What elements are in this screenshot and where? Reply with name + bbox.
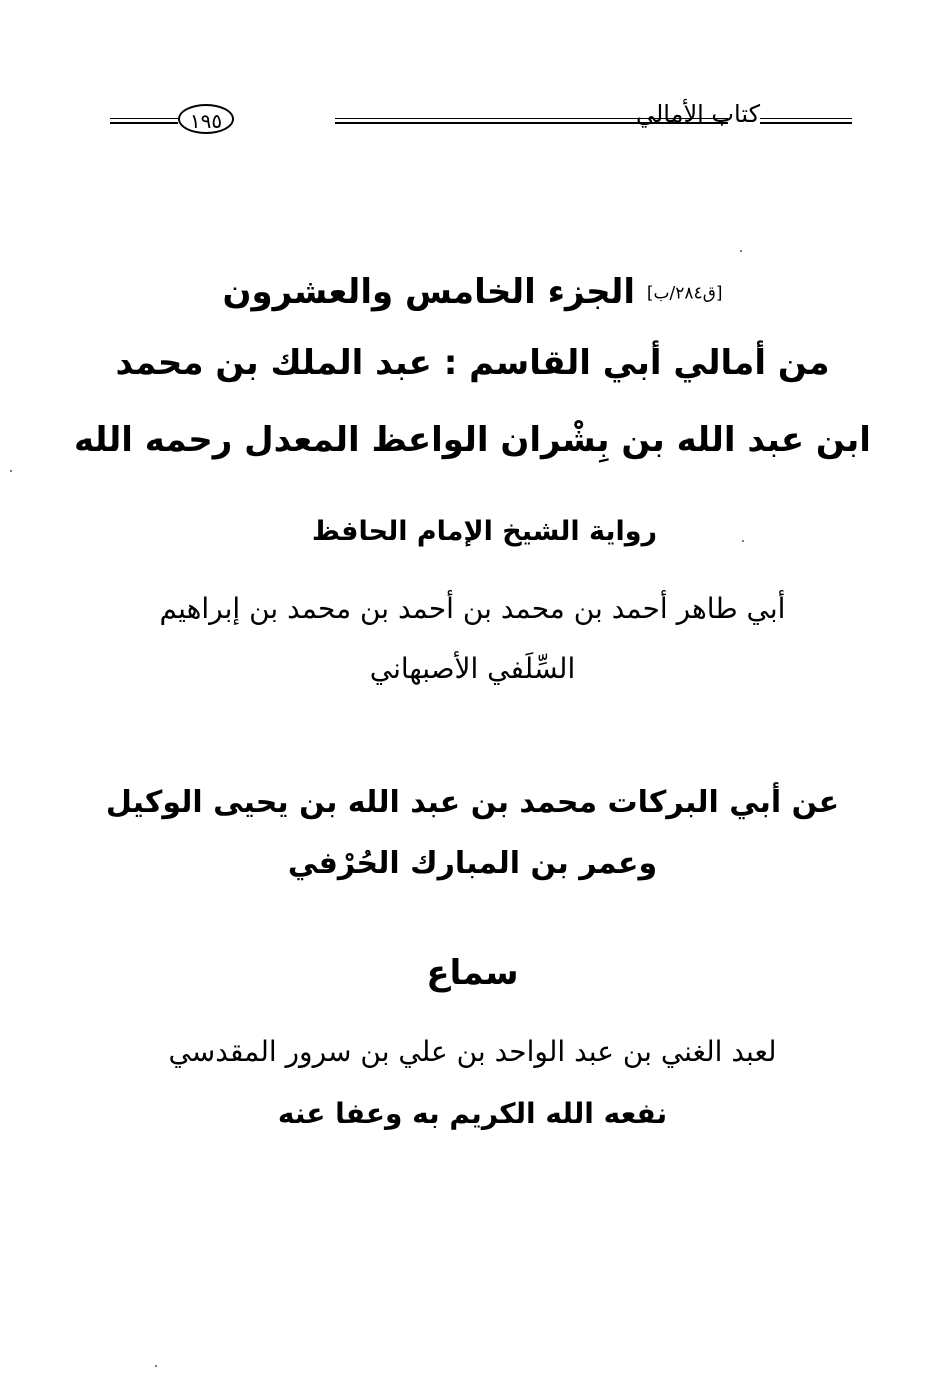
header-rule-right [760,118,852,124]
part-title-text: الجزء الخامس والعشرون [222,272,636,312]
narration-heading: رواية الشيخ الإمام الحافظ [311,516,658,547]
manuscript-reference: [ق٢٨٤/ب] [646,283,723,304]
narrator-line-1: أبي طاهر أحمد بن محمد بن أحمد بن محمد بن إبراهيم [159,592,786,625]
running-title: كتاب الأمالي [635,100,760,128]
audition-heading: سماع [426,953,519,993]
author-line-1: من أمالي أبي القاسم : عبد الملك بن محمد [115,343,830,383]
page-number: ١٩٥ [178,104,234,134]
page-header [110,98,852,148]
scan-speck [740,250,742,252]
narrator-line-2: السِّلَفي الأصبهاني [369,652,576,685]
scan-speck [10,470,12,472]
audition-line-2: نفعه الله الكريم به وعفا عنه [277,1097,668,1130]
audition-line-1: لعبد الغني بن عبد الواحد بن علي بن سرور المقدسي [168,1035,777,1068]
scan-speck [742,540,744,542]
author-line-2: ابن عبد الله بن بِشْران الواعظ المعدل رحمه الله [74,420,871,460]
header-rule-left [110,118,178,124]
sources-line-2: وعمر بن المبارك الحُرْفي [287,846,658,881]
header-rule-middle [335,118,728,124]
scan-speck [155,1365,157,1367]
sources-line-1: عن أبي البركات محمد بن عبد الله بن يحيى الوكيل [105,785,840,820]
part-title [0,272,945,312]
